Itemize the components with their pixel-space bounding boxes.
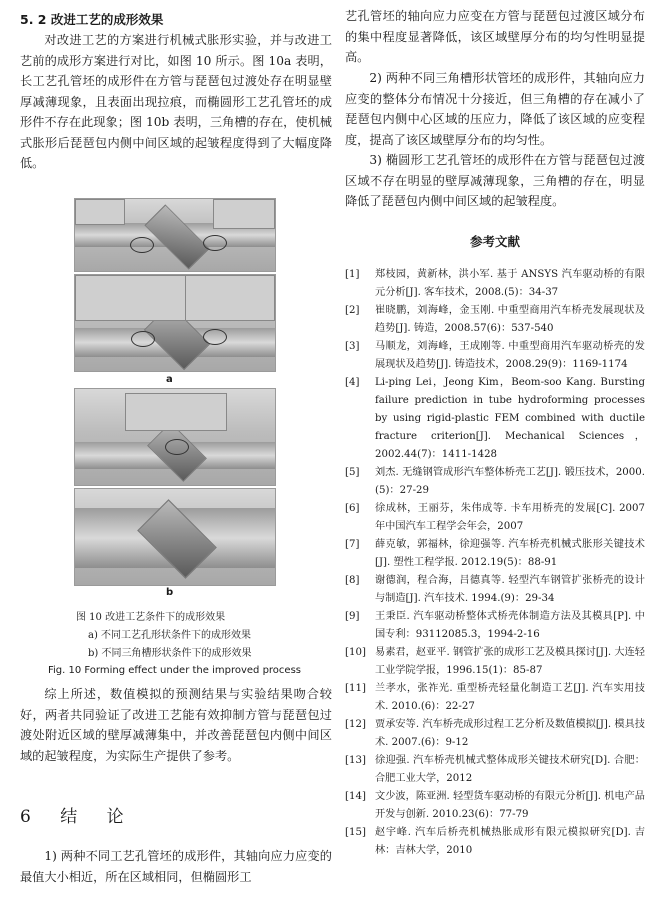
- reference-number: [15]: [345, 827, 366, 838]
- reference-item: [345, 464, 645, 500]
- reference-item: [345, 752, 645, 788]
- reference-text: 兰孝水，张祚光. 重型桥壳轻量化制造工艺[J]. 汽车实用技术. 2010.(6)：22-27: [375, 683, 645, 712]
- conclusion-p1-left: 1) 两种不同工艺孔管坯的成形件，其轴向应力应变的最值大小相近，所在区域相同，但椭圆形工: [20, 849, 332, 884]
- reference-item: [345, 716, 645, 752]
- figure-label-b: b: [166, 587, 174, 598]
- reference-text: 郑枝园，黄新林，洪小军. 基于 ANSYS 汽车驱动桥的有限元分析[J]. 客车技术，2008.(5)：34-37: [375, 269, 645, 298]
- reference-text: 崔晓鹏，刘海峰，金玉刚. 中重型商用汽车桥壳发展现状及趋势[J]. 铸造，2008.57(6)：537-540: [375, 305, 645, 334]
- reference-item: [345, 302, 645, 338]
- reference-text: 王秉臣. 汽车驱动桥整体式桥壳体制造方法及其模具[P]. 中国专利：93112085.3，1994-2-16: [375, 611, 645, 640]
- figure-10b-photo-2: [74, 488, 276, 586]
- reference-text: 薛克敏，郭福林，徐迎强等. 汽车桥壳机械式胀形关键技术[J]. 塑性工程学报. 2012.19(5)：88-91: [375, 539, 645, 568]
- reference-number: [12]: [345, 719, 366, 730]
- figure-label-a: a: [166, 374, 173, 385]
- reference-number: [8]: [345, 575, 360, 586]
- reference-number: [13]: [345, 755, 366, 766]
- reference-text: 贾承安等. 汽车桥壳成形过程工艺分析及数值模拟[J]. 模具技术. 2007.(6)：9-12: [375, 719, 645, 748]
- reference-text: 易素君，赵亚平. 钢管扩张的成形工艺及模具探讨[J]. 大连轻工业学院学报，1996.15(1)：85-87: [375, 647, 645, 676]
- figure-caption-cn: 图 10 改进工艺条件下的成形效果: [76, 612, 226, 623]
- figure-caption-en: Fig. 10 Forming effect under the improved process: [48, 665, 301, 676]
- reference-number: [14]: [345, 791, 366, 802]
- reference-number: [6]: [345, 503, 360, 514]
- reference-text: 赵宇峰. 汽车后桥壳机械热胀成形有限元模拟研究[D]. 吉林：吉林大学，2010: [375, 827, 645, 856]
- reference-text: 徐成林，王丽芬，朱伟成等. 卡车用桥壳的发展[C]. 2007 年中国汽车工程学会年会，2007: [375, 503, 645, 532]
- summary-paragraph: 综上所述，数值模拟的预测结果与实验结果吻合较好，两者共同验证了改进工艺能有效抑制方管与琵琶包过渡处附近区域的壁厚减薄集中，并改善琵琶包内侧中间区域的起皱程度，为实际生产提供了参考。: [20, 687, 332, 763]
- reference-text: 徐迎强. 汽车桥壳机械式整体成形关键技术研究[D]. 合肥：合肥工业大学，2012: [375, 755, 645, 784]
- figure-subcaption-a: a) 不同工艺孔形状条件下的成形效果: [88, 630, 252, 641]
- reference-number: [2]: [345, 305, 360, 316]
- conclusion-p1-right: 艺孔管坯的轴向应力应变在方管与琵琶包过渡区域分布的集中程度显著降低，该区域壁厚分布的均匀性明显提高。: [345, 9, 645, 64]
- reference-item: [345, 788, 645, 824]
- reference-number: [1]: [345, 269, 360, 280]
- reference-item: [345, 572, 645, 608]
- reference-item: [345, 500, 645, 536]
- reference-number: [5]: [345, 467, 360, 478]
- reference-number: [7]: [345, 539, 360, 550]
- section-paragraph: 对改进工艺的方案进行机械式胀形实验，并与改进工艺前的成形方案进行对比，如图 10 所示。图 10a 表明，长工艺孔管坯的成形件在方管与琵琶包过渡处存在明显壁厚减薄现象，且表面出现拉痕，而椭圆形工艺孔管坯的成形件不存在此现象；图 10b 表明，三角槽的存在，使机械式胀形后琵琶包内侧中间区域的起皱程度得到了大幅度降低。: [20, 33, 332, 170]
- reference-number: [3]: [345, 341, 360, 352]
- reference-number: [4]: [345, 377, 360, 388]
- conclusion-p3: 3) 椭圆形工艺孔管坯的成形件在方管与琵琶包过渡区域不存在明显的壁厚减薄现象，三角槽的存在，明显降低了琵琶包内侧中间区域的起皱程度。: [345, 153, 645, 208]
- reference-text: 马顺龙，刘海峰，王成刚等. 中重型商用汽车驱动桥壳的发展现状及趋势[J]. 铸造技术，2008.29(9)：1169-1174: [375, 341, 645, 370]
- reference-text: Li-ping Lei，Jeong Kim，Beom-soo Kang. Bursting failure prediction in tube hydroforming processes by using rigid-plastic FEM combined with ductile fracture criterion[J]. Mechanical Sciences，2002.44(7)：1411-1428: [375, 377, 645, 460]
- reference-number: [10]: [345, 647, 366, 658]
- figure-10b-photo-1: [74, 388, 276, 486]
- conclusion-p2: 2) 两种不同三角槽形状管坯的成形件，其轴向应力应变的整体分布情况十分接近，但三角槽的存在减小了琵琶包内侧中心区域的压应力，降低了该区域的应变程度，提高了该区域壁厚分布的均匀性。: [345, 71, 645, 147]
- figure-subcaption-b: b) 不同三角槽形状条件下的成形效果: [88, 648, 252, 659]
- reference-number: [9]: [345, 611, 360, 622]
- reference-item: [345, 266, 645, 302]
- reference-number: [11]: [345, 683, 366, 694]
- references-title: 参考文献: [469, 234, 520, 249]
- references-list: [345, 266, 645, 860]
- reference-item: [345, 338, 645, 374]
- reference-text: 刘杰. 无缝钢管成形汽车整体桥壳工艺[J]. 锻压技术，2000.(5)：27-29: [375, 467, 645, 496]
- reference-text: 谢德润，程合海，吕德真等. 轻型汽车钢管扩张桥壳的设计与制造[J]. 汽车技术. 1994.(9)：29-34: [375, 575, 645, 604]
- reference-item: [345, 608, 645, 644]
- figure-10a-photo-1: [74, 198, 276, 272]
- reference-text: 文少波，陈亚洲. 轻型货车驱动桥的有限元分析[J]. 机电产品开发与创新. 2010.23(6)：77-79: [375, 791, 645, 820]
- conclusion-heading: 6 结 论: [20, 807, 136, 827]
- reference-item: [345, 824, 645, 860]
- figure-10a-photo-2: [74, 274, 276, 372]
- reference-item: [345, 536, 645, 572]
- section-heading: 5. 2 改进工艺的成形效果: [20, 12, 164, 27]
- reference-item: [345, 680, 645, 716]
- reference-item: [345, 644, 645, 680]
- reference-item: [345, 374, 645, 464]
